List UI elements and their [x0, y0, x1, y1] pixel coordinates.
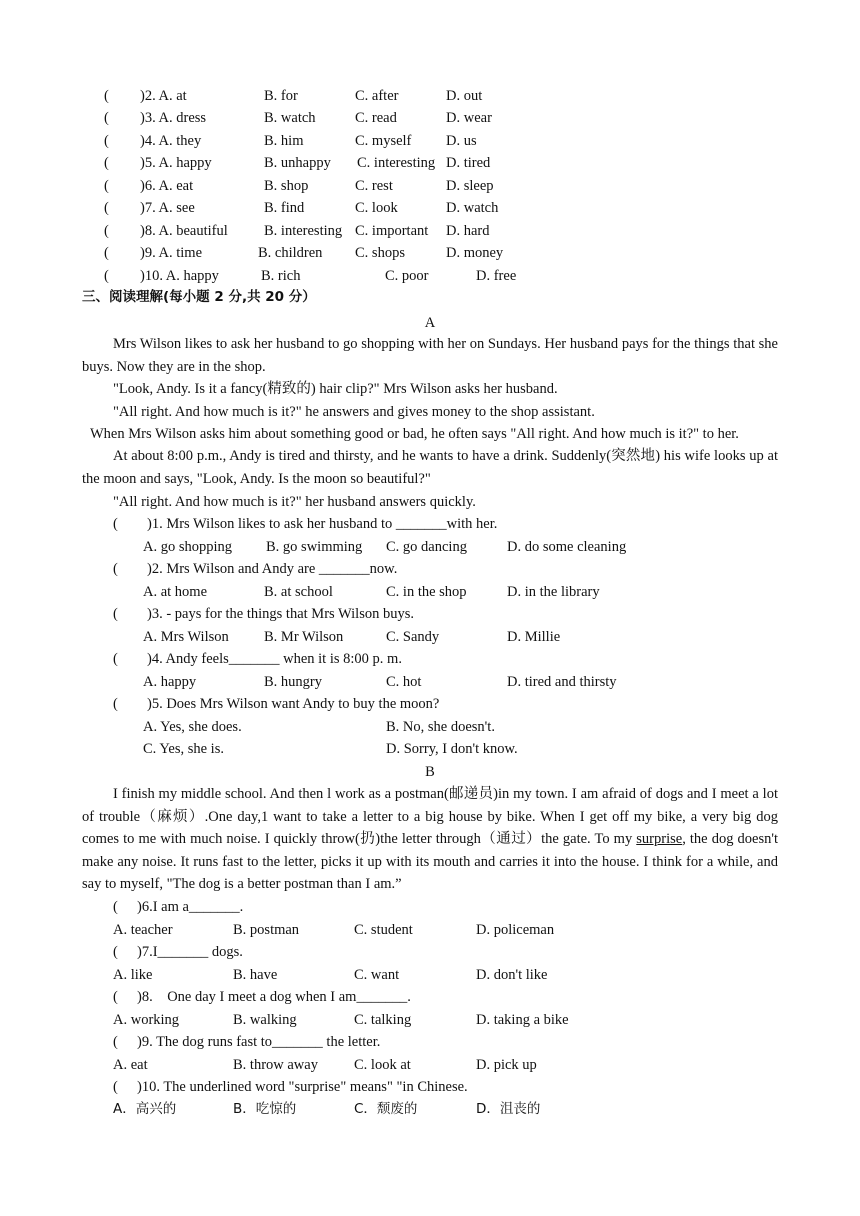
answer-paren: (: [104, 133, 109, 149]
option-b: B. throw away: [233, 1057, 318, 1073]
option-c: C．颓废的: [354, 1101, 418, 1117]
question-text: )5. Does Mrs Wilson want Andy to buy the moon?: [147, 696, 440, 712]
option-c: C. want: [354, 967, 400, 983]
answer-paren: (: [113, 561, 118, 577]
option-c: C. shops: [355, 245, 405, 261]
option-a: )4. A. they: [140, 133, 202, 149]
answer-paren: (: [104, 178, 109, 194]
option-c: C. go dancing: [386, 539, 467, 555]
option-a: A. eat: [113, 1057, 148, 1073]
option-c: C. student: [354, 922, 413, 938]
option-b: B. him: [264, 133, 304, 149]
option-a: )9. A. time: [140, 245, 203, 261]
option-b: B. for: [264, 88, 298, 104]
passage-a-paragraph-3: "All right. And how much is it?" he answers and gives money to the shop assistant.: [113, 404, 595, 420]
option-d: D. policeman: [476, 922, 555, 938]
option-d: D. taking a bike: [476, 1012, 569, 1028]
option-c: C. talking: [354, 1012, 412, 1028]
passage-a-paragraph-6: "All right. And how much is it?" her husband answers quickly.: [113, 494, 476, 510]
option-a: )10. A. happy: [140, 268, 219, 284]
answer-paren: (: [104, 88, 109, 104]
option-a: )8. A. beautiful: [140, 223, 228, 239]
option-b: B. Mr Wilson: [264, 629, 344, 645]
option-a: )7. A. see: [140, 200, 195, 216]
option-a: )5. A. happy: [140, 155, 212, 171]
answer-paren: (: [113, 696, 118, 712]
option-b: B. interesting: [264, 223, 343, 239]
passage-b-paragraph: [82, 783, 778, 896]
option-d: D. in the library: [507, 584, 600, 600]
option-d: D. Millie: [507, 629, 561, 645]
option-b: B. postman: [233, 922, 300, 938]
option-a: A. go shopping: [143, 539, 233, 555]
answer-paren: (: [113, 606, 118, 622]
answer-paren: (: [104, 155, 109, 171]
option-d: D. watch: [446, 200, 499, 216]
question-text: )10. The underlined word "surprise" means" "in Chinese.: [137, 1079, 468, 1095]
option-a: A. at home: [143, 584, 208, 600]
passage-b-text: I finish my middle school. And then l work as a postman(邮递员)in my town. I am afraid of dogs and I meet a lot of trouble（麻烦）.One day,1 want to take a letter to a big house by bike. When I get off my bike, a very big dog comes to me with much noise. I quickly throw(扔)the letter through（通过）the gate. To my: [82, 786, 778, 848]
option-a: A. Mrs Wilson: [143, 629, 229, 645]
option-d: D. money: [446, 245, 504, 261]
option-d: D. us: [446, 133, 477, 149]
answer-paren: (: [113, 1034, 118, 1050]
question-text: )2. Mrs Wilson and Andy are _______now.: [147, 561, 398, 577]
option-d: D. wear: [446, 110, 492, 126]
passage-a-paragraph-5: At about 8:00 p.m., Andy is tired and thirsty, and he wants to have a drink. Suddenly(突然地) his wife looks up at the moon and says, "Look, Andy. Is the moon so beautiful?": [82, 448, 778, 487]
answer-paren: (: [113, 899, 118, 915]
option-c: C. Yes, she is.: [143, 741, 224, 757]
option-b: B. shop: [264, 178, 309, 194]
answer-paren: (: [104, 268, 109, 284]
option-b: B．吃惊的: [233, 1101, 297, 1117]
option-b: B. hungry: [264, 674, 322, 690]
option-b: B. No, she doesn't.: [386, 719, 495, 735]
option-b: B. watch: [264, 110, 316, 126]
option-c: C. poor: [385, 268, 429, 284]
option-b: B. have: [233, 967, 278, 983]
option-d: D. out: [446, 88, 483, 104]
option-c: C. interesting: [357, 155, 436, 171]
option-d: D．沮丧的: [476, 1101, 541, 1117]
passage-a-paragraph-1: Mrs Wilson likes to ask her husband to go shopping with her on Sundays. Her husband pays for the things that she buys. Now they are in the shop.: [82, 336, 778, 375]
option-a: )3. A. dress: [140, 110, 207, 126]
passage-a-label: A: [424, 315, 436, 331]
option-c: C. important: [355, 223, 429, 239]
option-c: C. look: [355, 200, 398, 216]
option-b: B. at school: [264, 584, 333, 600]
question-text: )9. The dog runs fast to_______ the letter.: [137, 1034, 381, 1050]
answer-paren: (: [113, 944, 118, 960]
option-d: D. free: [476, 268, 517, 284]
option-c: C. after: [355, 88, 399, 104]
answer-paren: (: [113, 651, 118, 667]
answer-paren: (: [104, 110, 109, 126]
option-d: D. pick up: [476, 1057, 537, 1073]
passage-a-paragraph-2: "Look, Andy. Is it a fancy(精致的) hair clip?" Mrs Wilson asks her husband.: [113, 381, 558, 397]
option-d: D. don't like: [476, 967, 548, 983]
option-d: D. tired and thirsty: [507, 674, 617, 690]
option-c: C. read: [355, 110, 397, 126]
option-d: D. hard: [446, 223, 490, 239]
option-d: D. sleep: [446, 178, 494, 194]
question-text: )1. Mrs Wilson likes to ask her husband to _______with her.: [147, 516, 498, 532]
answer-paren: (: [104, 223, 109, 239]
answer-paren: (: [104, 200, 109, 216]
option-c: C. myself: [355, 133, 412, 149]
option-a: A. working: [113, 1012, 180, 1028]
option-c: C. rest: [355, 178, 393, 194]
option-b: B. children: [258, 245, 323, 261]
option-b: B. walking: [233, 1012, 297, 1028]
option-c: C. hot: [386, 674, 422, 690]
underlined-word: surprise: [636, 831, 683, 848]
option-a: )6. A. eat: [140, 178, 194, 194]
answer-paren: (: [113, 989, 118, 1005]
question-text: )3. - pays for the things that Mrs Wilson buys.: [147, 606, 414, 622]
answer-paren: (: [113, 516, 118, 532]
answer-paren: (: [104, 245, 109, 261]
option-a: A．高兴的: [113, 1101, 177, 1117]
option-a: A. Yes, she does.: [143, 719, 242, 735]
option-b: B. unhappy: [264, 155, 331, 171]
option-b: B. go swimming: [266, 539, 363, 555]
passage-b-label: B: [425, 764, 435, 780]
option-d: D. Sorry, I don't know.: [386, 741, 518, 757]
passage-a-paragraph-4: When Mrs Wilson asks him about something good or bad, he often says "All right. And how much is it?" to her.: [90, 426, 739, 442]
option-a: A. happy: [143, 674, 197, 690]
option-a: )2. A. at: [140, 88, 187, 104]
answer-paren: (: [113, 1079, 118, 1095]
option-d: D. tired: [446, 155, 491, 171]
option-c: C. Sandy: [386, 629, 440, 645]
question-text: )7.I_______ dogs.: [137, 944, 243, 960]
question-text: )8. One day I meet a dog when I am_______.: [137, 989, 411, 1005]
question-text: )4. Andy feels_______ when it is 8:00 p. m.: [147, 651, 402, 667]
option-c: C. look at: [354, 1057, 411, 1073]
question-text: )6.I am a_______.: [137, 899, 244, 915]
option-b: B. find: [264, 200, 305, 216]
section-heading: 三、阅读理解(每小题 2 分,共 20 分）: [82, 289, 316, 305]
option-a: A. like: [113, 967, 153, 983]
option-d: D. do some cleaning: [507, 539, 627, 555]
option-a: A. teacher: [113, 922, 173, 938]
option-b: B. rich: [261, 268, 301, 284]
option-c: C. in the shop: [386, 584, 467, 600]
passage-b-text: , the dog doesn't make any noise. It runs fast to the letter, picks it up with its mouth and carries it into the house. I think for a while, and say to myself, "The dog is a better postman than I am.”: [82, 831, 778, 893]
